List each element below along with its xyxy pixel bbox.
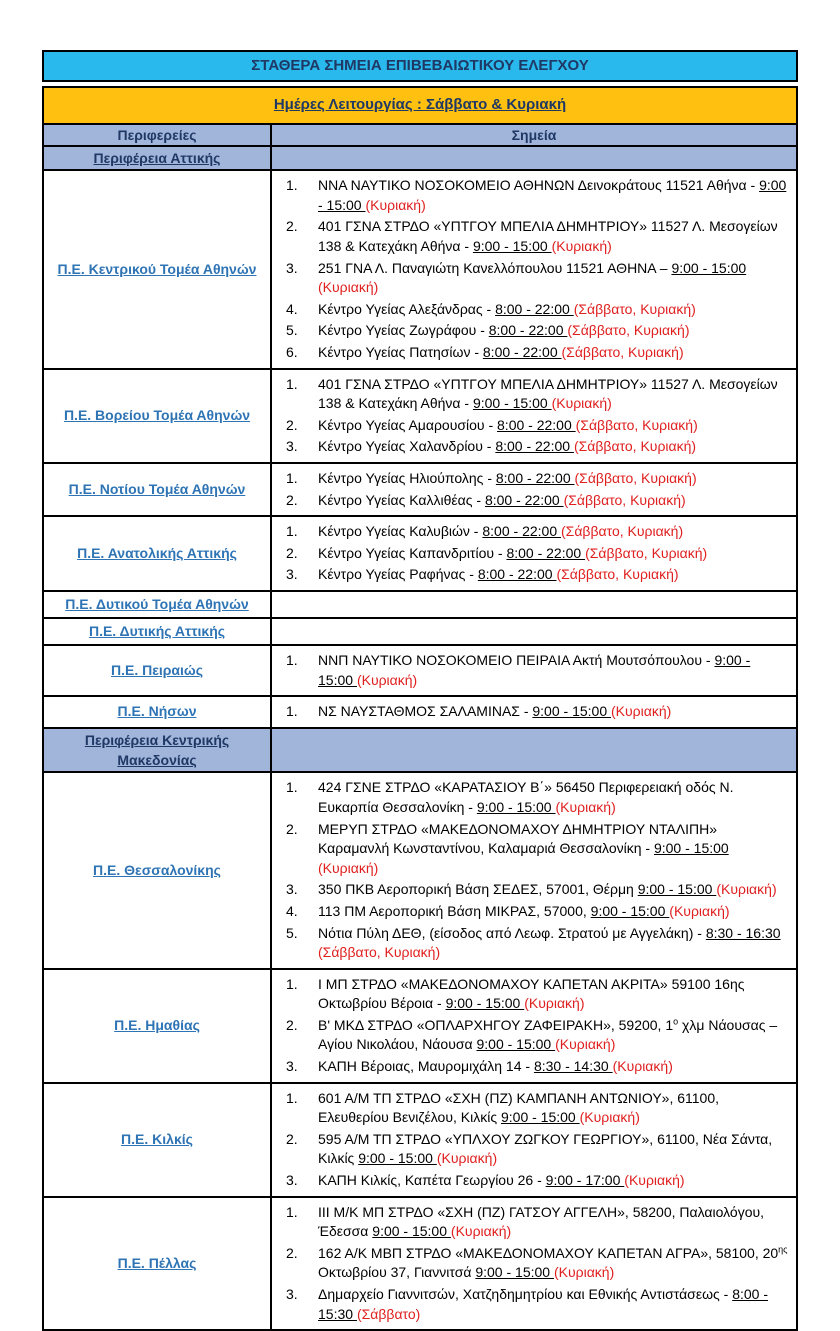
point-item — [272, 651, 788, 690]
region-link[interactable]: Π.Ε. Βορείου Τομέα Αθηνών — [63, 407, 251, 424]
point-text: 401 ΓΣΝΑ ΣΤΡΔΟ «ΥΠΤΓΟΥ ΜΠΕΛΙΑ ΔΗΜΗΤΡΙΟΥ» 11527 Λ. Μεσογείων 138 & Κατεχάκη Αθήνα - — [318, 375, 778, 412]
section-header-label[interactable]: Περιφέρεια Κεντρικής Μακεδονίας — [84, 731, 230, 769]
point-days: (Κυριακή) — [318, 859, 379, 876]
point-item — [272, 217, 788, 256]
page-title: ΣΤΑΘΕΡΑ ΣΗΜΕΙΑ ΕΠΙΒΕΒΑΙΩΤΙΚΟΥ ΕΛΕΓΧΟΥ — [42, 50, 798, 82]
point-days: (Κυριακή) — [365, 196, 426, 213]
point-days: (Κυριακή) — [555, 798, 616, 815]
point-item — [272, 375, 788, 414]
point-item — [272, 544, 788, 564]
operating-days-text: Ημέρες Λειτουργίας : Σάββατο & Κυριακή — [273, 96, 567, 113]
point-text: 595 Α/Μ ΤΠ ΣΤΡΔΟ «ΥΠΛΧΟΥ ΖΩΓΚΟΥ ΓΕΩΡΓΙΟΥ», 61100, Νέα Σάντα, Κιλκίς — [318, 1130, 773, 1167]
point-time: 8:00 - 22:00 — [495, 300, 574, 317]
region-cell — [43, 1083, 271, 1197]
point-text: Κέντρο Υγείας Καλυβιών - — [318, 523, 483, 540]
points-cell — [271, 696, 797, 728]
point-days: (Κυριακή) — [318, 279, 379, 296]
point-item — [272, 321, 788, 341]
point-time: 9:00 - 15:00 — [653, 840, 729, 857]
checkpoint-table — [42, 86, 798, 1331]
point-days: (Σάββατο, Κυριακή) — [573, 300, 696, 317]
point-days: (Σάββατο, Κυριακή) — [573, 438, 697, 455]
point-time: 9:00 - 15:00 — [358, 1150, 437, 1167]
point-time: 9:00 - 15:00 — [671, 259, 747, 276]
points-list — [272, 651, 788, 690]
point-time: 9:00 - 15:00 — [472, 395, 552, 412]
region-link[interactable]: Π.Ε. Νοτίου Τομέα Αθηνών — [68, 481, 246, 498]
point-item — [272, 565, 788, 585]
table-row — [43, 1197, 797, 1331]
column-header-points: Σημεία — [271, 124, 797, 146]
region-cell — [43, 516, 271, 591]
region-link[interactable]: Π.Ε. Νήσων — [117, 703, 197, 720]
operating-days-banner — [43, 87, 797, 124]
points-list — [272, 1089, 788, 1191]
point-time: 9:00 - 15:00 — [637, 881, 717, 898]
points-cell — [271, 1083, 797, 1197]
point-time: 9:00 - 15:00 — [372, 1223, 451, 1240]
region-cell — [43, 696, 271, 728]
table-row — [43, 645, 797, 696]
point-text: Κέντρο Υγείας Καπανδριτίου - — [318, 544, 507, 561]
point-time: 8:00 - 22:00 — [484, 491, 564, 508]
point-time: 8:00 - 22:00 — [482, 344, 562, 361]
point-item — [272, 975, 788, 1014]
point-days: (Σάββατο, Κυριακή) — [318, 944, 441, 961]
points-cell — [271, 618, 797, 645]
region-link[interactable]: Π.Ε. Κεντρικού Τομέα Αθηνών — [57, 260, 257, 277]
point-text: 162 Α/Κ ΜΒΠ ΣΤΡΔΟ «ΜΑΚΕΔΟΝΟΜΑΧΟΥ ΚΑΠΕΤΑΝ ΑΓΡΑ», 58100, 20 — [318, 1244, 779, 1261]
region-cell — [43, 1197, 271, 1331]
point-time: 8:00 - 22:00 — [506, 544, 586, 561]
point-days: (Κυριακή) — [611, 703, 672, 720]
region-cell — [43, 369, 271, 463]
point-time: 9:00 - 15:00 — [532, 703, 611, 720]
point-days: (Κυριακή) — [669, 902, 730, 919]
point-days: (Κυριακή) — [356, 671, 418, 688]
point-text: Κέντρο Υγείας Αμαρουσίου - — [318, 416, 498, 433]
point-item — [272, 259, 788, 298]
point-days: (Κυριακή) — [612, 1058, 673, 1075]
point-days: (Κυριακή) — [524, 995, 585, 1012]
table-row — [43, 170, 797, 368]
point-item — [272, 1130, 788, 1169]
region-cell — [43, 170, 271, 368]
points-cell — [271, 170, 797, 368]
point-text: Κέντρο Υγείας Καλλιθέας - — [318, 491, 485, 508]
point-text: Β' ΜΚΔ ΣΤΡΔΟ «ΟΠΛΑΡΧΗΓΟΥ ΖΑΦΕΙΡΑΚΗ», 59200, 1 — [318, 1016, 674, 1033]
table-row — [43, 369, 797, 463]
region-cell — [43, 591, 271, 618]
section-header-cell — [43, 728, 271, 773]
point-text: 350 ΠΚΒ Αεροπορική Βάση ΣΕΔΕΣ, 57001, Θέρμη — [318, 881, 638, 898]
point-days: (Κυριακή) — [436, 1150, 498, 1167]
table-body — [43, 87, 797, 1330]
point-text: χλμ Νάουσας – Αγίου Νικολάου, Νάουσα — [318, 1016, 778, 1053]
region-cell — [43, 969, 271, 1083]
point-days: (Σάββατο) — [356, 1305, 421, 1322]
table-row — [43, 618, 797, 645]
point-days: (Σάββατο, Κυριακή) — [561, 344, 684, 361]
points-list — [272, 469, 788, 510]
point-time: 9:00 - 15:00 — [318, 651, 751, 688]
point-days: (Σάββατο, Κυριακή) — [574, 470, 697, 487]
point-days: (Κυριακή) — [551, 238, 612, 255]
point-item — [272, 491, 788, 511]
section-header-empty-cell — [271, 146, 797, 170]
point-time: 8:00 - 22:00 — [497, 416, 576, 433]
region-link[interactable]: Π.Ε. Θεσσαλονίκης — [93, 862, 221, 879]
table-row — [43, 1083, 797, 1197]
point-text: 401 ΓΣΝΑ ΣΤΡΔΟ «ΥΠΤΓΟΥ ΜΠΕΛΙΑ ΔΗΜΗΤΡΙΟΥ» 11527 Λ. Μεσογείων 138 & Κατεχάκη Αθήνα - — [318, 218, 778, 255]
point-time: 8:30 - 14:30 — [533, 1058, 613, 1075]
section-header-row — [43, 728, 797, 773]
point-item — [272, 1057, 788, 1077]
points-cell — [271, 516, 797, 591]
point-time: 8:00 - 22:00 — [488, 322, 568, 339]
point-days: (Κυριακή) — [716, 881, 777, 898]
points-cell — [271, 772, 797, 968]
column-header-row — [43, 124, 797, 146]
column-header-regions: Περιφερείες — [43, 124, 271, 146]
point-superscript: ο — [673, 1016, 679, 1027]
section-header-cell — [43, 146, 271, 170]
point-item — [272, 522, 788, 542]
table-row — [43, 591, 797, 618]
point-item — [272, 300, 788, 320]
point-text: Κέντρο Υγείας Χαλανδρίου - — [318, 438, 496, 455]
point-text: Κέντρο Υγείας Ραφήνας - — [318, 566, 478, 583]
point-item — [272, 1244, 788, 1283]
point-time: 9:00 - 15:00 — [590, 902, 670, 919]
points-list — [272, 1203, 788, 1325]
point-item — [272, 924, 788, 963]
point-text: ΝΝΑ ΝΑΥΤΙΚΟ ΝΟΣΟΚΟΜΕΙΟ ΑΘΗΝΩΝ Δεινοκράτους 11521 Αθήνα - — [318, 177, 760, 194]
region-link[interactable]: Π.Ε. Πέλλας — [117, 1254, 197, 1271]
points-cell — [271, 1197, 797, 1331]
region-link[interactable]: Π.Ε. Κιλκίς — [121, 1131, 193, 1148]
point-time: 8:00 - 15:30 — [318, 1286, 768, 1322]
section-header-label[interactable]: Περιφέρεια Αττικής — [93, 150, 221, 166]
point-time: 9:00 - 15:00 — [475, 1264, 554, 1281]
point-text: Κέντρο Υγείας Ηλιούπολης - — [318, 470, 496, 487]
point-text: Δημαρχείο Γιαννιτσών, Χατζηδημητρίου και Εθνικής Αντιστάσεως - — [318, 1286, 733, 1303]
point-time: 8:00 - 22:00 — [495, 438, 574, 455]
table-row — [43, 969, 797, 1083]
point-item — [272, 416, 788, 436]
region-cell — [43, 772, 271, 968]
point-time: 9:00 - 15:00 — [476, 1036, 556, 1053]
point-time: 9:00 - 15:00 — [318, 177, 787, 213]
point-item — [272, 1203, 788, 1242]
points-cell — [271, 591, 797, 618]
point-text: ΙΙΙ Μ/Κ ΜΠ ΣΤΡΔΟ «ΣΧΗ (ΠΖ) ΓΑΤΣΟΥ ΑΓΓΕΛΗ», 58200, Παλαιολόγου, Έδεσσα — [318, 1203, 765, 1240]
points-list — [272, 778, 788, 962]
point-item — [272, 902, 788, 922]
point-item — [272, 1089, 788, 1128]
table-row — [43, 696, 797, 728]
section-header-row — [43, 146, 797, 170]
point-days: (Σάββατο, Κυριακή) — [561, 523, 684, 540]
table-row — [43, 463, 797, 516]
region-link[interactable]: Π.Ε. Ανατολικής Αττικής — [77, 545, 237, 562]
region-link[interactable]: Π.Ε. Ημαθίας — [114, 1017, 200, 1034]
point-text: ΝΝΠ ΝΑΥΤΙΚΟ ΝΟΣΟΚΟΜΕΙΟ ΠΕΙΡΑΙΑ Ακτή Μουτσόπουλου - — [318, 651, 715, 668]
point-text: ΜΕΡΥΠ ΣΤΡΔΟ «ΜΑΚΕΔΟΝΟΜΑΧΟΥ ΔΗΜΗΤΡΙΟΥ ΝΤΑΛΙΠΗ» Καραμανλή Κωνσταντίνου, Καλαμαριά Θεσσαλονίκη - — [318, 820, 718, 857]
point-text: Κέντρο Υγείας Αλεξάνδρας - — [318, 300, 496, 317]
point-text: ΚΑΠΗ Κιλκίς, Καπέτα Γεωργίου 26 - — [318, 1172, 546, 1189]
point-text: Ι ΜΠ ΣΤΡΔΟ «ΜΑΚΕΔΟΝΟΜΑΧΟΥ ΚΑΠΕΤΑΝ ΑΚΡΙΤΑ» 59100 16ης Οκτωβρίου Βέροια - — [318, 975, 745, 1012]
table-row — [43, 516, 797, 591]
point-days: (Σάββατο, Κυριακή) — [567, 322, 690, 339]
points-list — [272, 702, 788, 722]
point-item — [272, 1285, 788, 1324]
point-days: (Σάββατο, Κυριακή) — [563, 491, 686, 508]
point-superscript: ης — [778, 1244, 788, 1255]
point-text: 601 Α/Μ ΤΠ ΣΤΡΔΟ «ΣΧΗ (ΠΖ) ΚΑΜΠΑΝΗ ΑΝΤΩΝΙΟΥ», 61100, Ελευθερίου Βενιζέλου, Κιλκίς — [318, 1089, 720, 1126]
region-link[interactable]: Π.Ε. Δυτικού Τομέα Αθηνών — [65, 595, 249, 612]
point-text: 113 ΠΜ Αεροπορική Βάση ΜΙΚΡΑΣ, 57000, — [318, 902, 591, 919]
point-text: Κέντρο Υγείας Ζωγράφου - — [318, 322, 489, 339]
point-text: 251 ΓΝΑ Λ. Παναγιώτη Κανελλόπουλου 11521 ΑΘΗΝΑ – — [318, 259, 672, 276]
point-time: 9:00 - 15:00 — [500, 1109, 580, 1126]
point-text: 424 ΓΣΝΕ ΣΤΡΔΟ «ΚΑΡΑΤΑΣΙΟΥ Β΄» 56450 Περιφερειακή οδός Ν. Ευκαρπία Θεσσαλονίκη - — [318, 779, 734, 815]
point-days: (Κυριακή) — [579, 1109, 640, 1126]
point-days: (Σάββατο, Κυριακή) — [585, 544, 708, 561]
point-days: (Κυριακή) — [551, 395, 612, 412]
region-cell — [43, 618, 271, 645]
table-row — [43, 772, 797, 968]
points-cell — [271, 969, 797, 1083]
points-list — [272, 375, 788, 457]
point-time: 8:30 - 16:30 — [705, 924, 781, 941]
region-cell — [43, 463, 271, 516]
point-days: (Κυριακή) — [624, 1172, 685, 1189]
point-text: ΝΣ ΝΑΥΣΤΑΘΜΟΣ ΣΑΛΑΜΙΝΑΣ - — [318, 703, 533, 720]
region-cell — [43, 645, 271, 696]
point-item — [272, 437, 788, 457]
operating-days-row — [43, 87, 797, 124]
point-text: Οκτωβρίου 37, Γιαννιτσά — [318, 1264, 476, 1281]
point-time: 9:00 - 15:00 — [445, 995, 525, 1012]
point-text: Νότια Πύλη ΔΕΘ, (είσοδος από Λεωφ. Στρατού με Αγγελάκη) - — [318, 924, 706, 941]
point-item — [272, 469, 788, 489]
points-cell — [271, 463, 797, 516]
section-header-empty-cell — [271, 728, 797, 773]
point-item — [272, 343, 788, 363]
point-time: 8:00 - 22:00 — [482, 523, 561, 540]
points-cell — [271, 369, 797, 463]
point-time: 8:00 - 22:00 — [477, 566, 557, 583]
point-item — [272, 176, 788, 215]
point-time: 9:00 - 15:00 — [476, 798, 556, 815]
point-text: ΚΑΠΗ Βέροιας, Μαυρομιχάλη 14 - — [318, 1058, 534, 1075]
region-link[interactable]: Π.Ε. Δυτικής Αττικής — [88, 622, 226, 639]
point-time: 8:00 - 22:00 — [495, 470, 575, 487]
point-days: (Κυριακή) — [555, 1036, 616, 1053]
point-time: 9:00 - 17:00 — [545, 1172, 625, 1189]
points-cell — [271, 645, 797, 696]
point-time: 9:00 - 15:00 — [472, 238, 552, 255]
point-days: (Σάββατο, Κυριακή) — [556, 566, 679, 583]
point-item — [272, 880, 788, 900]
point-days: (Κυριακή) — [553, 1264, 615, 1281]
point-item — [272, 820, 788, 879]
point-days: (Κυριακή) — [450, 1223, 512, 1240]
point-item — [272, 778, 788, 817]
point-item — [272, 702, 788, 722]
points-list — [272, 176, 788, 362]
point-item — [272, 1016, 788, 1055]
points-list — [272, 975, 788, 1077]
point-text: Κέντρο Υγείας Πατησίων - — [318, 344, 483, 361]
point-days: (Σάββατο, Κυριακή) — [575, 416, 698, 433]
region-link[interactable]: Π.Ε. Πειραιώς — [110, 662, 204, 679]
points-list — [272, 522, 788, 585]
